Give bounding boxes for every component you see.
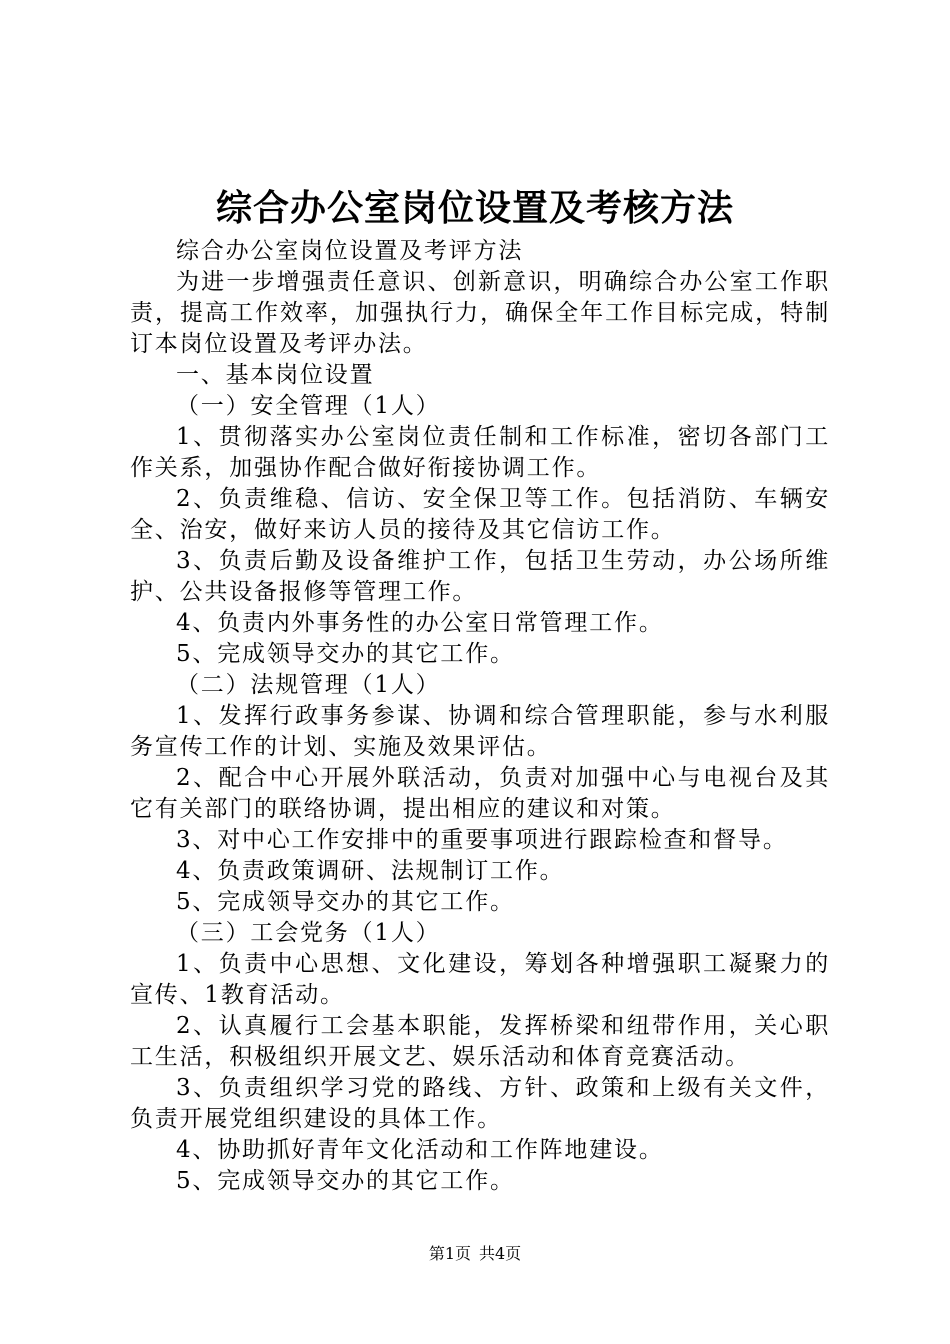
list-item: 1、负责中心思想、文化建设，筹划各种增强职工凝聚力的宣传、1教育活动。: [130, 951, 830, 1008]
page-footer: [0, 1243, 950, 1265]
list-item: 5、完成领导交办的其它工作。: [176, 641, 515, 667]
list-item: 3、负责组织学习党的路线、方针、政策和上级有关文件，负责开展党组织建设的具体工作。: [130, 1075, 830, 1132]
section-heading: 一、基本岗位设置: [176, 362, 375, 388]
list-item: 2、认真履行工会基本职能，发挥桥梁和纽带作用，关心职工生活，积极组织开展文艺、娱乐活动和体育竞赛活动。: [130, 1013, 830, 1070]
list-item: 4、负责政策调研、法规制订工作。: [176, 858, 565, 884]
page-total: 共4页: [479, 1244, 522, 1263]
list-item: 3、负责后勤及设备维护工作，包括卫生劳动，办公场所维护、公共设备报修等管理工作。: [130, 548, 830, 605]
subsection-heading: （三）工会党务（1人）: [176, 920, 441, 946]
list-item: 1、发挥行政事务参谋、协调和综合管理职能，参与水利服务宣传工作的计划、实施及效果评估。: [130, 703, 830, 760]
list-item: 1、贯彻落实办公室岗位责任制和工作标准，密切各部门工作关系，加强协作配合做好衔接协调工作。: [130, 424, 830, 481]
list-item: 5、完成领导交办的其它工作。: [176, 1168, 515, 1194]
list-item: 4、协助抓好青年文化活动和工作阵地建设。: [176, 1137, 664, 1163]
paragraph-subtitle: 综合办公室岗位设置及考评方法: [176, 238, 524, 264]
paragraph-intro: 为进一步增强责任意识、创新意识，明确综合办公室工作职责，提高工作效率，加强执行力，确保全年工作目标完成，特制订本岗位设置及考评办法。: [130, 269, 830, 357]
subsection-heading: （二）法规管理（1人）: [176, 672, 441, 698]
list-item: 2、负责维稳、信访、安全保卫等工作。包括消防、车辆安全、治安，做好来访人员的接待及其它信访工作。: [130, 486, 830, 543]
page-number: 第1页: [428, 1244, 471, 1263]
document-body: [130, 236, 830, 1197]
subsection-heading: （一）安全管理（1人）: [176, 393, 441, 419]
list-item: 5、完成领导交办的其它工作。: [176, 889, 515, 915]
list-item: 4、负责内外事务性的办公室日常管理工作。: [176, 610, 664, 636]
list-item: 3、对中心工作安排中的重要事项进行跟踪检查和督导。: [176, 827, 788, 853]
document-title: 综合办公室岗位设置及考核方法: [215, 187, 734, 229]
list-item: 2、配合中心开展外联活动，负责对加强中心与电视台及其它有关部门的联络协调，提出相应的建议和对策。: [130, 765, 830, 822]
